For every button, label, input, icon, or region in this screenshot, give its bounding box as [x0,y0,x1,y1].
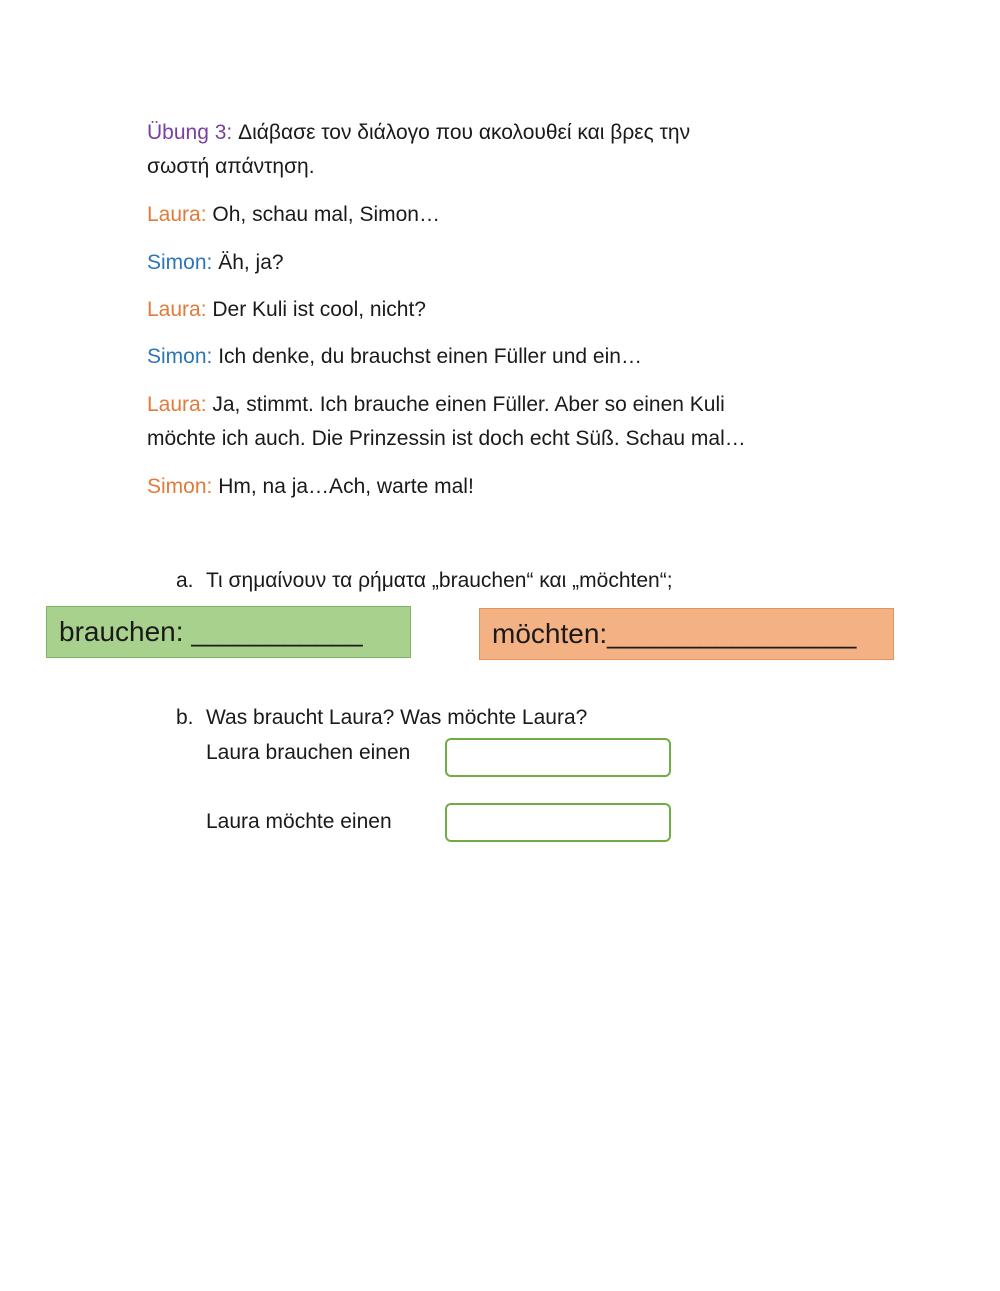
answer-moechte-input[interactable] [445,803,671,842]
question-b-text: Was braucht Laura? Was möchte Laura? [206,706,588,729]
label-laura-brauchen: Laura brauchen einen [206,741,411,764]
dialogue-line [147,246,284,280]
speaker-simon: Simon: [147,251,213,274]
dialogue-text: Der Kuli ist cool, nicht? [206,298,426,321]
dialogue-text: Hm, na ja…Ach, warte mal! [212,475,474,498]
dialogue-text: Ich denke, du brauchst einen Füller und ein… [212,345,642,368]
instruction-text: Διάβασε τον διάλογο που ακολουθεί και βρες την [232,121,691,144]
dialogue-line [147,198,440,232]
exercise-title-line [147,116,690,150]
dialogue-line [147,293,426,327]
dialogue-text: Oh, schau mal, Simon… [206,203,440,226]
moechten-drop-box[interactable]: möchten:________________ [479,608,894,660]
question-a-letter: a. [176,569,194,592]
label-laura-moechte: Laura möchte einen [206,810,392,833]
question-a-text: Τι σημαίνουν τα ρήματα „brauchen“ και „möchten“; [206,569,673,592]
question-b-letter: b. [176,706,194,729]
dialogue-continuation: möchte ich auch. Die Prinzessin ist doch echt Süß. Schau mal… [147,427,746,450]
speaker-simon: Simon: [147,345,213,368]
brauchen-drop-box[interactable]: brauchen: ___________ [46,606,411,658]
dialogue-line [147,388,725,422]
answer-brauchen-input[interactable] [445,738,671,777]
question-a [176,564,673,598]
speaker-simon: Simon: [147,475,213,498]
dialogue-line [147,470,474,504]
dialogue-text: Ja, stimmt. Ich brauche einen Füller. Aber so einen Kuli [206,393,725,416]
dialogue-line [147,340,642,374]
dialogue-text: Äh, ja? [212,251,284,274]
question-b [176,701,587,735]
exercise-label: Übung 3: [147,121,233,144]
instruction-continuation: σωστή απάντηση. [147,155,315,178]
speaker-laura: Laura: [147,393,207,416]
speaker-laura: Laura: [147,203,207,226]
speaker-laura: Laura: [147,298,207,321]
